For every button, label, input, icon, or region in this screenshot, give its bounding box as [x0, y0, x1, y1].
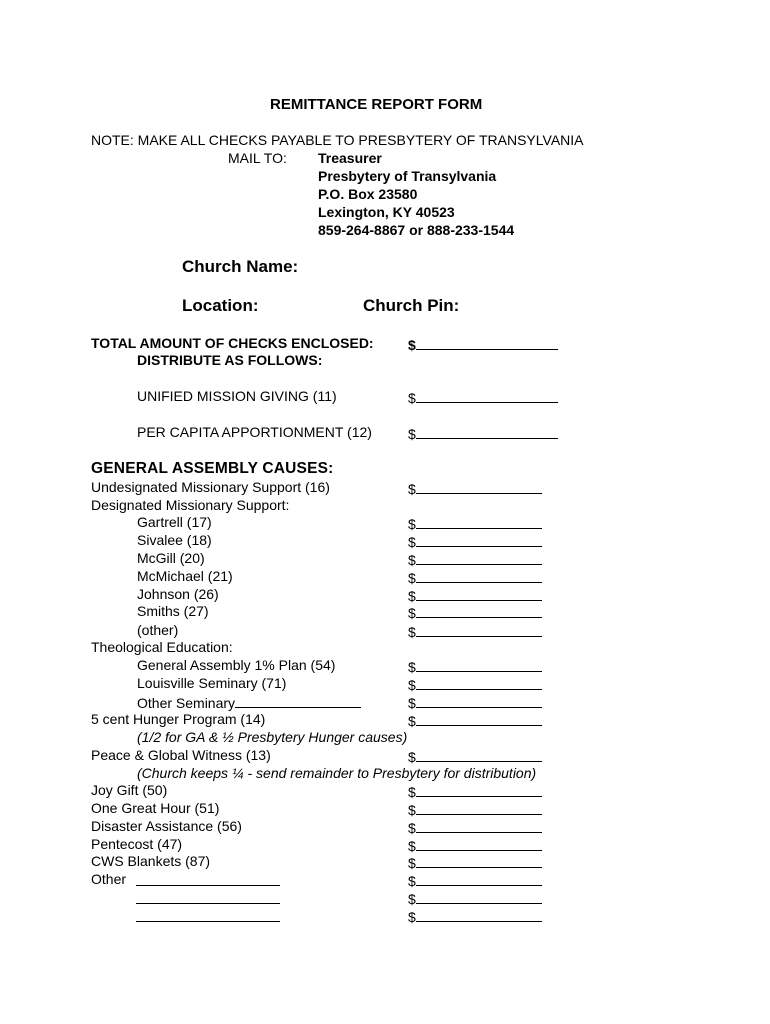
dollar-sign: $	[408, 534, 416, 550]
dollar-sign: $	[408, 838, 416, 854]
misc-label: Joy Gift (50)	[91, 782, 168, 798]
amount-blank[interactable]	[416, 747, 542, 762]
per-capita-label: PER CAPITA APPORTIONMENT (12)	[137, 424, 372, 440]
distribute-label: DISTRIBUTE AS FOLLOWS:	[137, 352, 323, 368]
seminary-name-blank[interactable]	[235, 693, 361, 708]
hunger-label: 5 cent Hunger Program (14)	[91, 711, 266, 727]
other-name-blank[interactable]	[136, 871, 280, 886]
address-line: P.O. Box 23580	[318, 186, 418, 202]
missionary-amount-field[interactable]	[408, 532, 542, 551]
theo-label: Louisville Seminary (71)	[137, 675, 287, 691]
missionary-amount-field[interactable]	[408, 550, 542, 569]
other-name-field[interactable]	[136, 889, 280, 908]
ga-heading: GENERAL ASSEMBLY CAUSES:	[91, 460, 334, 477]
dollar-sign: $	[408, 713, 416, 729]
dollar-sign: $	[408, 820, 416, 836]
misc-amount-field[interactable]	[408, 853, 542, 872]
other-name-blank[interactable]	[136, 889, 280, 904]
missionary-label: Gartrell (17)	[137, 514, 212, 530]
amount-blank[interactable]	[416, 532, 542, 547]
theo-label: General Assembly 1% Plan (54)	[137, 657, 336, 673]
missionary-amount-field[interactable]	[408, 603, 542, 622]
amount-blank[interactable]	[416, 836, 542, 851]
dollar-sign: $	[408, 677, 416, 693]
missionary-amount-field[interactable]	[408, 622, 542, 641]
missionary-label: Smiths (27)	[137, 603, 209, 619]
address-line: Presbytery of Transylvania	[318, 168, 497, 184]
address-line: Treasurer	[318, 150, 382, 166]
amount-blank[interactable]	[416, 711, 542, 726]
hunger-amount-field[interactable]	[408, 711, 542, 730]
misc-label: Other	[91, 871, 127, 887]
misc-label: Pentecost (47)	[91, 836, 183, 852]
dollar-sign: $	[408, 624, 416, 640]
location-label: Location:	[182, 296, 259, 315]
missionary-label: Johnson (26)	[137, 586, 219, 602]
missionary-label: McGill (20)	[137, 550, 205, 566]
dollar-sign: $	[408, 855, 416, 871]
misc-amount-field[interactable]	[408, 871, 542, 890]
misc-amount-field[interactable]	[408, 800, 542, 819]
other-name-field[interactable]	[136, 871, 280, 890]
misc-amount-field[interactable]	[408, 782, 542, 801]
form-title: REMITTANCE REPORT FORM	[270, 96, 483, 113]
amount-blank[interactable]	[416, 907, 542, 922]
dollar-sign: $	[408, 909, 416, 925]
misc-label: Disaster Assistance (56)	[91, 818, 242, 834]
misc-amount-field[interactable]	[408, 818, 542, 837]
amount-blank[interactable]	[416, 800, 542, 815]
dollar-sign: $	[408, 802, 416, 818]
per-capita-amount-field[interactable]	[408, 424, 558, 443]
peace-note: (Church keeps ¼ - send remainder to Presbytery for distribution)	[137, 765, 537, 781]
amount-blank[interactable]	[416, 424, 558, 439]
amount-blank[interactable]	[416, 693, 542, 708]
amount-blank[interactable]	[416, 818, 542, 833]
dollar-sign: $	[408, 695, 416, 711]
unified-label: UNIFIED MISSION GIVING (11)	[137, 388, 337, 404]
missionary-amount-field[interactable]	[408, 514, 542, 533]
missionary-label: Sivalee (18)	[137, 532, 212, 548]
peace-label: Peace & Global Witness (13)	[91, 747, 271, 763]
amount-blank[interactable]	[416, 586, 542, 601]
missionary-amount-field[interactable]	[408, 568, 542, 587]
misc-label: CWS Blankets (87)	[91, 853, 211, 869]
dollar-sign: $	[408, 784, 416, 800]
dollar-sign: $	[408, 588, 416, 604]
theo-heading: Theological Education:	[91, 639, 233, 655]
peace-amount-field[interactable]	[408, 747, 542, 766]
designated-heading: Designated Missionary Support:	[91, 497, 290, 513]
misc-amount-field[interactable]	[408, 889, 542, 908]
amount-blank[interactable]	[416, 782, 542, 797]
amount-blank[interactable]	[416, 657, 542, 672]
dollar-sign: $	[408, 390, 416, 406]
amount-blank[interactable]	[416, 853, 542, 868]
amount-blank[interactable]	[416, 335, 558, 350]
undesignated-label: Undesignated Missionary Support (16)	[91, 479, 330, 495]
dollar-sign: $	[408, 605, 416, 621]
missionary-label: McMichael (21)	[137, 568, 233, 584]
amount-blank[interactable]	[416, 568, 542, 583]
theo-amount-field[interactable]	[408, 693, 542, 712]
amount-blank[interactable]	[416, 889, 542, 904]
amount-blank[interactable]	[416, 479, 542, 494]
church-name-label: Church Name:	[182, 257, 299, 276]
amount-blank[interactable]	[416, 622, 542, 637]
dollar-sign: $	[408, 873, 416, 889]
undesignated-amount-field[interactable]	[408, 479, 542, 498]
unified-amount-field[interactable]	[408, 388, 558, 407]
dollar-sign: $	[408, 552, 416, 568]
amount-blank[interactable]	[416, 388, 558, 403]
dollar-sign: $	[408, 337, 416, 353]
theo-label: Other Seminary	[137, 695, 236, 711]
amount-blank[interactable]	[416, 603, 542, 618]
dollar-sign: $	[408, 891, 416, 907]
dollar-sign: $	[408, 749, 416, 765]
total-amount-field[interactable]	[408, 335, 558, 354]
dollar-sign: $	[408, 570, 416, 586]
church-pin-label: Church Pin:	[363, 296, 460, 315]
amount-blank[interactable]	[416, 514, 542, 529]
dollar-sign: $	[408, 516, 416, 532]
amount-blank[interactable]	[416, 871, 542, 886]
address-line: 859-264-8867 or 888-233-1544	[318, 222, 515, 238]
amount-blank[interactable]	[416, 550, 542, 565]
other-name-blank[interactable]	[136, 907, 280, 922]
theo-other-line	[137, 693, 361, 712]
hunger-note: (1/2 for GA & ½ Presbytery Hunger causes)	[137, 729, 408, 745]
missionary-label: (other)	[137, 622, 179, 638]
address-line: Lexington, KY 40523	[318, 204, 455, 220]
misc-amount-field[interactable]	[408, 907, 542, 926]
mail-to-label: MAIL TO:	[228, 150, 287, 166]
misc-label: One Great Hour (51)	[91, 800, 220, 816]
theo-amount-field[interactable]	[408, 657, 542, 676]
other-name-field[interactable]	[136, 907, 280, 926]
amount-blank[interactable]	[416, 675, 542, 690]
dollar-sign: $	[408, 659, 416, 675]
dollar-sign: $	[408, 481, 416, 497]
dollar-sign: $	[408, 426, 416, 442]
total-label: TOTAL AMOUNT OF CHECKS ENCLOSED:	[91, 335, 374, 351]
theo-amount-field[interactable]	[408, 675, 542, 694]
payable-note: NOTE: MAKE ALL CHECKS PAYABLE TO PRESBYTERY OF TRANSYLVANIA	[91, 132, 584, 148]
